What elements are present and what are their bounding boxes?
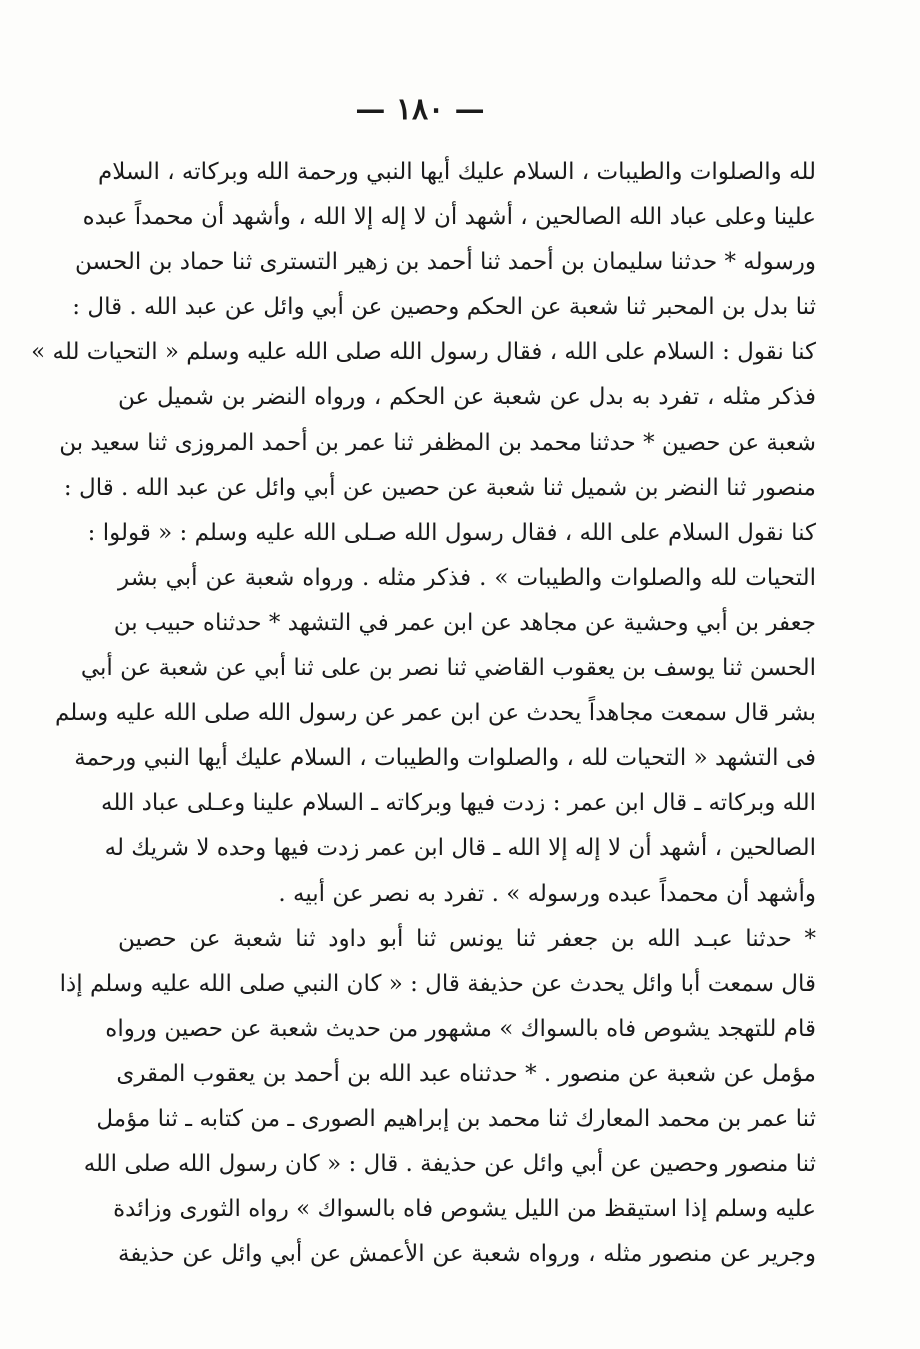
- text-line: الله وبركاته ـ قال ابن عمر : زدت فيها وبركاته ـ السلام علينا وعـلى عباد الله: [101, 790, 816, 817]
- text-line: قام للتهجد يشوص فاه بالسواك » مشهور من حديث شعبة عن حصين ورواه: [105, 1015, 816, 1042]
- text-line: وأشهد أن محمداً عبده ورسوله » . تفرد به نصر عن أبيه .: [278, 880, 816, 907]
- text-line: عليه وسلم إذا استيقظ من الليل يشوص فاه بالسواك » رواه الثورى وزائدة: [113, 1196, 816, 1223]
- text-line: فى التشهد « التحيات لله ، والصلوات والطيبات ، السلام عليك أيها النبي ورحمة: [74, 745, 816, 772]
- text-line: كنا نقول السلام على الله ، فقال رسول الله صـلى الله عليه وسلم : « قولوا :: [87, 519, 816, 546]
- text-line: فذكر مثله ، تفرد به بدل عن شعبة عن الحكم ، ورواه النضر بن شميل عن: [118, 384, 816, 411]
- text-line: وجرير عن منصور مثله ، ورواه شعبة عن الأعمش عن أبي وائل عن حذيفة: [118, 1241, 816, 1268]
- text-line: ثنا منصور وحصين عن أبي وائل عن حذيفة . قال : « كان رسول الله صلى الله: [83, 1151, 816, 1178]
- text-line: مؤمل عن شعبة عن منصور . * حدثناه عبد الله بن أحمد بن يعقوب المقرى: [116, 1060, 816, 1087]
- text-line: ثنا بدل بن المحبر ثنا شعبة عن الحكم وحصين عن أبي وائل عن عبد الله . قال :: [72, 294, 816, 321]
- text-line: قال سمعت أبا وائل يحدث عن حذيفة قال : « كان النبي صلى الله عليه وسلم إذا: [59, 970, 816, 997]
- text-line: الصالحين ، أشهد أن لا إله إلا الله ـ قال ابن عمر زدت فيها وحده لا شريك له: [104, 835, 816, 862]
- text-line: جعفر بن أبي وحشية عن مجاهد عن ابن عمر في التشهد * حدثناه حبيب بن: [113, 609, 816, 636]
- text-line: بشر قال سمعت مجاهداً يحدث عن ابن عمر عن رسول الله صلى الله عليه وسلم: [54, 700, 816, 727]
- text-line: لله والصلوات والطيبات ، السلام عليك أيها النبي ورحمة الله وبركاته ، السلام: [98, 159, 816, 185]
- text-line: * حدثنا عبـد الله بن جعفر ثنا يونس ثنا أبو داود ثنا شعبة عن حصين: [118, 925, 816, 952]
- text-block: [31, 150, 816, 1277]
- text-line: الحسن ثنا يوسف بن يعقوب القاضي ثنا نصر بن على ثنا أبي عن شعبة عن أبي: [80, 655, 816, 682]
- text-line: التحيات لله والصلوات والطيبات » . فذكر مثله . ورواه شعبة عن أبي بشر: [118, 564, 816, 591]
- text-line: منصور ثنا النضر بن شميل ثنا شعبة عن حصين عن أبي وائل عن عبد الله . قال :: [63, 474, 816, 501]
- text-line: كنا نقول : السلام على الله ، فقال رسول الله صلى الله عليه وسلم « التحيات لله »: [31, 339, 816, 366]
- page-number: — ١٨٠ —: [355, 92, 485, 127]
- text-line: ثنا عمر بن محمد المعارك ثنا محمد بن إبراهيم الصورى ـ من كتابه ـ ثنا مؤمل: [96, 1105, 816, 1132]
- text-line: شعبة عن حصين * حدثنا محمد بن المظفر ثنا عمر بن أحمد المروزى ثنا سعيد بن: [59, 429, 816, 456]
- text-line: علينا وعلى عباد الله الصالحين ، أشهد أن لا إله إلا الله ، وأشهد أن محمداً عبده: [82, 204, 816, 231]
- text-line: ورسوله * حدثنا سليمان بن أحمد ثنا أحمد بن زهير التسترى ثنا حماد بن الحسن: [75, 249, 816, 276]
